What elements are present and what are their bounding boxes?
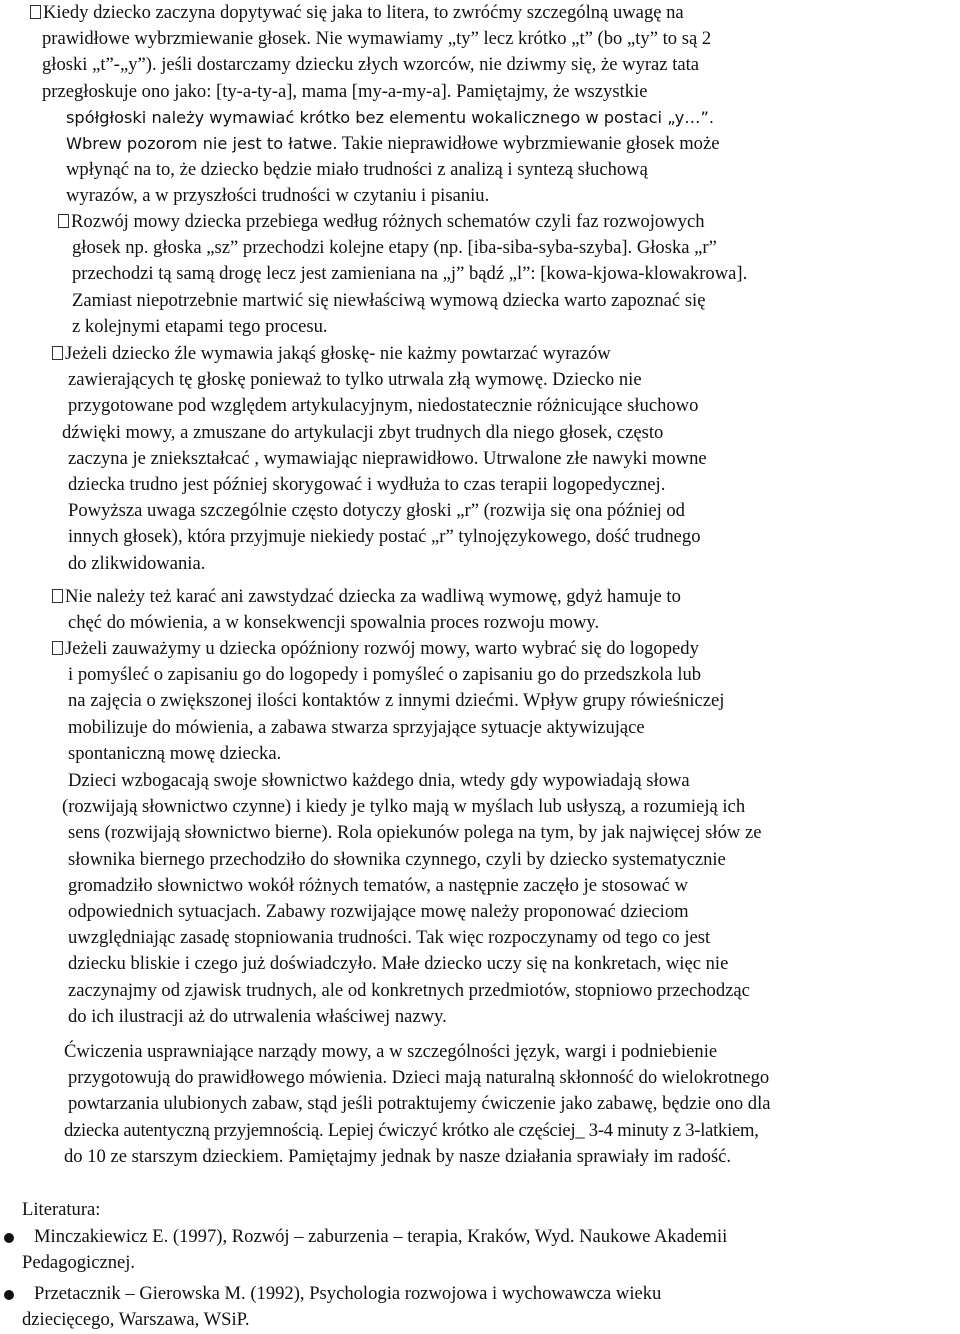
text-line: spontaniczną mowę dziecka. [68, 742, 282, 764]
text-line: odpowiednich sytuacjach. Zabawy rozwijające mowę należy proponować dzieciom [68, 900, 689, 922]
text-line: Przetacznik – Gierowska M. (1992), Psychologia rozwojowa i wychowawcza wieku [34, 1283, 662, 1304]
text-line: innych głosek), która przyjmuje niekiedy postać „r” tylnojęzykowego, dość trudnego [68, 526, 701, 548]
text-line: do ich ilustracji aż do utrwalenia właściwej nazwy. [68, 1005, 447, 1027]
paragraph-delayed-development [0, 636, 960, 767]
text-line: Minczakiewicz E. (1997), Rozwój – zaburzenia – terapia, Kraków, Wyd. Naukowe Akademii [34, 1226, 728, 1247]
text-line: na zajęcia o zwiększonej ilości kontaktów z innymi dziećmi. Wpływ grupy rówieśniczej [68, 690, 725, 712]
reference-item [0, 1281, 960, 1333]
text-line: Powyższa uwaga szczególnie często dotyczy głoski „r” (rozwija się ona później od [68, 500, 685, 522]
text-line: Pedagogicznej. [22, 1252, 136, 1274]
text-line: dziecka autentyczną przyjemnością. Lepiej ćwiczyć krótko ale częściej_ 3-4 minuty z 3-latkiem, [64, 1119, 759, 1141]
paragraph-speech-development [0, 209, 960, 340]
text-line: mobilizuje do mówienia, a zabawa stwarza sprzyjające sytuacje aktywizujące [68, 716, 645, 738]
literature-heading: Literatura: [22, 1199, 101, 1220]
text-line: spółgłoski należy wymawiać krótko bez elementu wokalicznego w postaci „y…”. [66, 107, 715, 127]
bullet-box-icon [52, 589, 63, 603]
text-line: przechodzi tą samą drogę lecz jest zamieniana na „j” bądź „l”: [kowa-kjowa-klowakrowa]. [72, 263, 748, 285]
text-line: do zlikwidowania. [68, 552, 206, 574]
text-line: sens (rozwijają słownictwo bierne). Rola opiekunów polega na tym, by jak najwięcej słów ze [68, 822, 762, 844]
bullet-box-icon [58, 214, 69, 228]
bullet-box-icon [30, 5, 41, 19]
text-line: Dzieci wzbogacają swoje słownictwo każdego dnia, wtedy gdy wypowiadają słowa [68, 770, 690, 791]
text-line: przygotowują do prawidłowego mówienia. Dzieci mają naturalną skłonność do wielokrotnego [68, 1067, 770, 1089]
text-line: wyrazów, a w przyszłości trudności w czytaniu i pisaniu. [66, 185, 490, 207]
paragraph-vocabulary [0, 768, 960, 1030]
text-line: zawierających tę głoskę ponieważ to tylko utrwala złą wymowę. Dziecko nie [68, 369, 642, 391]
text-line: uwzględniając zasadę stopniowania trudności. Tak więc rozpoczynamy od tego co jest [68, 927, 711, 949]
text-line: dziecku bliskie i czego już doświadczyło. Małe dziecko uczy się na konkretach, więc nie [68, 953, 729, 975]
bullet-box-icon [52, 641, 63, 655]
text-line: dźwięki mowy, a zmuszane do artykulacji zbyt trudnych dla niego głosek, często [62, 421, 664, 443]
reference-item [0, 1224, 960, 1276]
text-line: przygotowane pod względem artykulacyjnym, niedostatecznie różnicujące słuchowo [68, 395, 699, 417]
paragraph-wrong-pronunciation [0, 341, 960, 577]
text-line: głosek np. głoska „sz” przechodzi kolejne etapy (np. [iba-siba-syba-szyba]. Głoska „r” [72, 237, 717, 259]
text-line: Nie należy też karać ani zawstydzać dziecka za wadliwą wymowę, gdyż hamuje to [0, 584, 960, 610]
paragraph-no-punishment [0, 584, 960, 636]
paragraph-exercises [0, 1039, 960, 1170]
text-line: Jeżeli zauważymy u dziecka opóźniony rozwój mowy, warto wybrać się do logopedy [0, 636, 960, 662]
text-line: i pomyśleć o zapisaniu go do logopedy i pomyśleć o zapisaniu go do przedszkola lub [68, 664, 702, 686]
text-line: (rozwijają słownictwo czynne) i kiedy je tylko mają w myślach lub usłyszą, a rozumieją ich [62, 796, 746, 818]
text-line: Zamiast niepotrzebnie martwić się niewłaściwą wymową dziecka warto zapoznać się [72, 289, 706, 311]
text-line: wpłynąć na to, że dziecko będzie miało trudności z analizą i syntezą słuchową [66, 159, 648, 181]
text-line: zaczyna je zniekształcać , wymawiając nieprawidłowo. Utrwalone złe nawyki mowne [68, 447, 707, 469]
bullet-dot-icon [4, 1233, 14, 1243]
bullet-box-icon [52, 346, 63, 360]
text-line: Wbrew pozorom nie jest to łatwe. Takie nieprawidłowe wybrzmiewanie głosek może [66, 132, 720, 154]
text-line: głoski „t”-„y”). jeśli dostarczamy dziecku złych wzorców, nie dziwmy się, że wyraz tata [42, 54, 700, 76]
text-line: z kolejnymi etapami tego procesu. [72, 315, 328, 337]
text-line: Rozwój mowy dziecka przebiega według różnych schematów czyli faz rozwojowych [0, 209, 960, 235]
text-line: gromadziło słownictwo wokół różnych tematów, a następnie zaczęło je stosować w [68, 874, 688, 896]
text-line: dziecięcego, Warszawa, WSiP. [22, 1309, 250, 1331]
text-line: słownika biernego przechodziło do słownika czynnego, czyli by dziecko systematycznie [68, 848, 726, 870]
text-line: Kiedy dziecko zaczyna dopytywać się jaka to litera, to zwróćmy szczególną uwagę na [0, 0, 960, 26]
bullet-dot-icon [4, 1290, 14, 1300]
text-line: dziecka trudno jest później skorygować i wydłuża to czas terapii logopedycznej. [68, 473, 666, 495]
text-line: Ćwiczenia usprawniające narządy mowy, a w szczególności język, wargi i podniebienie [64, 1041, 718, 1062]
text-line: chęć do mówienia, a w konsekwencji spowalnia proces rozwoju mowy. [68, 612, 600, 634]
text-line: do 10 ze starszym dzieckiem. Pamiętajmy jednak by nasze działania sprawiały im radość. [64, 1145, 732, 1167]
text-line: powtarzania ulubionych zabaw, stąd jeśli potraktujemy ćwiczenie jako zabawę, będzie ono dla [68, 1093, 771, 1115]
text-line: przegłoskuje ono jako: [ty-a-ty-a], mama [my-a-my-a]. Pamiętajmy, że wszystkie [42, 80, 648, 102]
text-line: zaczynajmy od zjawisk trudnych, ale od konkretnych przedmiotów, stopniowo przechodząc [68, 979, 750, 1001]
paragraph-pronunciation [0, 0, 960, 210]
text-line: Jeżeli dziecko źle wymawia jakąś głoskę- nie każmy powtarzać wyrazów [0, 341, 960, 367]
text-line: prawidłowe wybrzmiewanie głosek. Nie wymawiamy „ty” lecz krótko „t” (bo „ty” to są 2 [42, 28, 712, 50]
